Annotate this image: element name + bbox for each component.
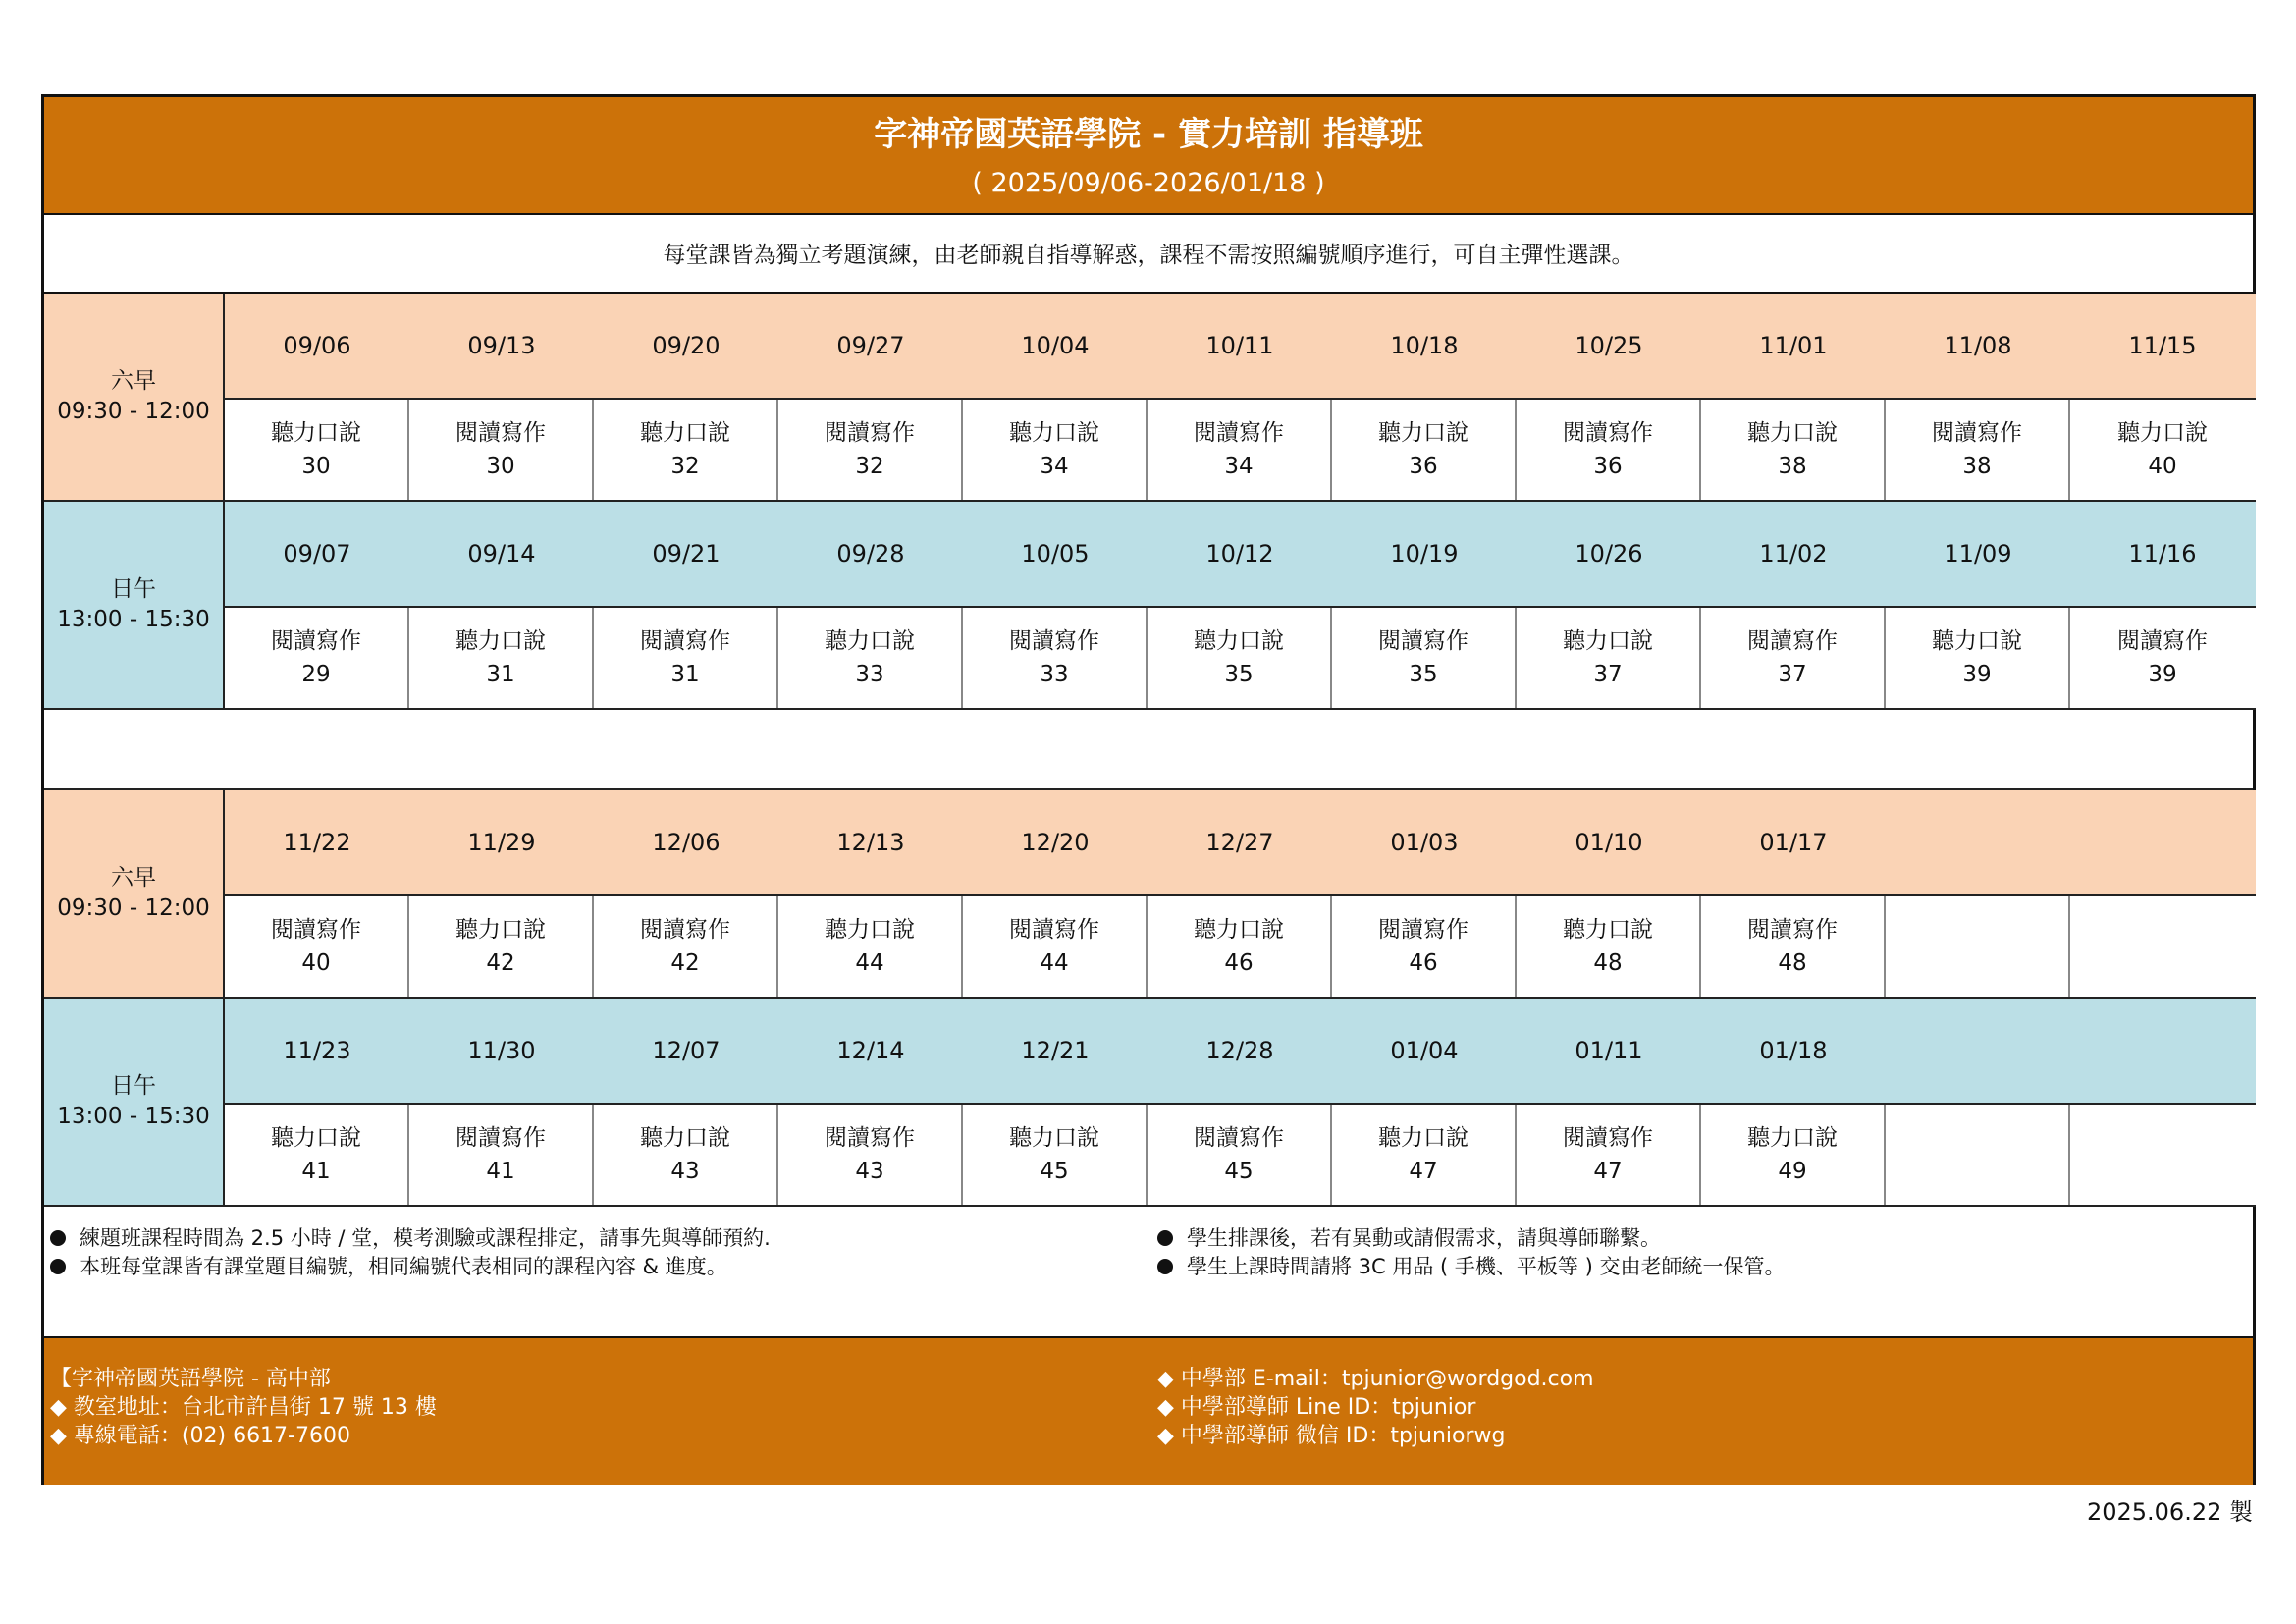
date-row — [225, 502, 2256, 606]
date-cell: 11/29 — [467, 829, 536, 856]
date-cell: 10/25 — [1575, 332, 1643, 359]
course-type: 聽力口說 — [271, 1125, 361, 1151]
course-type: 聽力口說 — [455, 917, 546, 943]
course-cell — [963, 1105, 1148, 1205]
lesson-number: 45 — [1040, 1159, 1069, 1184]
course-type: 聽力口說 — [1747, 1125, 1838, 1151]
course-type: 聽力口說 — [1194, 917, 1284, 943]
course-cell — [963, 608, 1148, 708]
lesson-number: 43 — [670, 1159, 700, 1184]
course-cell — [1701, 896, 1886, 997]
date-cell: 10/12 — [1205, 540, 1274, 568]
date-cell: 11/16 — [2128, 540, 2197, 568]
course-type: 閱讀寫作 — [1194, 420, 1284, 446]
date-cell: 11/02 — [1759, 540, 1828, 568]
course-type: 閱讀寫作 — [640, 628, 730, 654]
sunday-row — [44, 999, 2256, 1207]
lesson-number: 43 — [855, 1159, 884, 1184]
course-cell — [2070, 1105, 2255, 1205]
course-row — [225, 398, 2256, 500]
course-type: 聽力口說 — [2117, 420, 2208, 446]
bullet-icon — [50, 1230, 66, 1246]
lesson-number: 39 — [2148, 662, 2177, 687]
date-cell: 09/27 — [836, 332, 905, 359]
date-cell: 11/08 — [1944, 332, 2012, 359]
lesson-number: 33 — [855, 662, 884, 687]
lesson-number: 47 — [1409, 1159, 1438, 1184]
course-type: 閱讀寫作 — [1563, 1125, 1653, 1151]
note-item: 學生上課時間請將 3C 用品 ( 手機、平板等 ) 交由老師統一保管。 — [1157, 1251, 1785, 1280]
course-cell — [1886, 400, 2070, 500]
date-cell: 09/13 — [467, 332, 536, 359]
course-cell — [2070, 608, 2255, 708]
course-cell — [1517, 896, 1701, 997]
lesson-number: 49 — [1778, 1159, 1807, 1184]
course-type: 閱讀寫作 — [455, 1125, 546, 1151]
course-type: 閱讀寫作 — [2117, 628, 2208, 654]
date-cell: 11/22 — [283, 829, 351, 856]
date-cell: 10/26 — [1575, 540, 1643, 568]
course-cell — [963, 896, 1148, 997]
date-cell: 11/09 — [1944, 540, 2012, 568]
course-cell — [594, 1105, 778, 1205]
course-type: 閱讀寫作 — [1378, 917, 1468, 943]
course-cell — [1148, 400, 1332, 500]
course-row — [225, 894, 2256, 997]
time-range: 09:30 - 12:00 — [57, 399, 210, 424]
lesson-number: 30 — [301, 454, 331, 479]
course-cell — [1886, 608, 2070, 708]
course-cell — [1886, 896, 2070, 997]
course-cell — [1148, 608, 1332, 708]
lesson-number: 40 — [301, 950, 331, 976]
date-cell: 01/03 — [1390, 829, 1459, 856]
course-cell — [409, 608, 594, 708]
lesson-number: 45 — [1224, 1159, 1254, 1184]
course-type: 聽力口說 — [1009, 420, 1099, 446]
lesson-number: 36 — [1409, 454, 1438, 479]
lesson-number: 32 — [670, 454, 700, 479]
line-id: ◆ 中學部導師 Line ID：tpjunior — [1157, 1395, 1476, 1420]
lesson-number: 44 — [855, 950, 884, 976]
course-cell — [1886, 1105, 2070, 1205]
course-row — [225, 1103, 2256, 1205]
course-type: 閱讀寫作 — [825, 1125, 915, 1151]
course-type: 閱讀寫作 — [825, 420, 915, 446]
lesson-number: 37 — [1593, 662, 1623, 687]
course-cell — [1148, 1105, 1332, 1205]
course-type: 閱讀寫作 — [271, 628, 361, 654]
lesson-number: 42 — [670, 950, 700, 976]
date-cell: 10/05 — [1021, 540, 1090, 568]
date-cell: 11/15 — [2128, 332, 2197, 359]
date-cell: 11/30 — [467, 1037, 536, 1064]
course-cell — [778, 896, 963, 997]
course-type: 聽力口說 — [271, 420, 361, 446]
course-cell — [409, 400, 594, 500]
address: ◆ 教室地址：台北市許昌街 17 號 13 樓 — [50, 1395, 437, 1420]
lesson-number: 35 — [1224, 662, 1254, 687]
lesson-number: 41 — [301, 1159, 331, 1184]
course-cell — [1517, 1105, 1701, 1205]
bullet-icon — [1157, 1259, 1173, 1274]
course-cell — [778, 1105, 963, 1205]
course-cell — [778, 608, 963, 708]
course-type: 聽力口說 — [1378, 1125, 1468, 1151]
course-cell — [1517, 608, 1701, 708]
course-type: 閱讀寫作 — [640, 917, 730, 943]
note-item: 練題班課程時間為 2.5 小時 / 堂，模考測驗或課程排定，請事先與導師預約. — [50, 1222, 771, 1252]
course-type: 閱讀寫作 — [1747, 628, 1838, 654]
contact-footer — [44, 1336, 2253, 1485]
spacer-row — [44, 710, 2253, 790]
made-date: 2025.06.22 製 — [2086, 1498, 2253, 1526]
course-type: 閱讀寫作 — [1932, 420, 2022, 446]
header-banner — [44, 97, 2253, 215]
lesson-number: 39 — [1962, 662, 1992, 687]
note-item: 學生排課後，若有異動或請假需求，請與導師聯繫。 — [1157, 1222, 1661, 1252]
date-cell — [1886, 790, 2070, 894]
course-cell — [225, 896, 409, 997]
date-range: ( 2025/09/06-2026/01/18 ) — [972, 168, 1325, 198]
course-cell — [1332, 400, 1517, 500]
date-cell — [2070, 999, 2255, 1103]
lesson-number: 30 — [486, 454, 515, 479]
date-cell: 01/10 — [1575, 829, 1643, 856]
course-cell — [1701, 400, 1886, 500]
course-type: 聽力口說 — [640, 1125, 730, 1151]
date-cell: 10/19 — [1390, 540, 1459, 568]
notice-text: 每堂課皆為獨立考題演練，由老師親自指導解惑，課程不需按照編號順序進行，可自主彈性選課。 — [663, 243, 1634, 268]
day-label: 六早 — [111, 865, 156, 891]
date-cell: 12/13 — [836, 829, 905, 856]
date-cell: 01/17 — [1759, 829, 1828, 856]
date-cell: 09/20 — [652, 332, 721, 359]
course-type: 聽力口說 — [640, 420, 730, 446]
date-cell: 09/21 — [652, 540, 721, 568]
course-type: 聽力口說 — [825, 917, 915, 943]
course-type: 聽力口說 — [1563, 628, 1653, 654]
time-slot-label — [44, 999, 225, 1205]
course-cell — [594, 608, 778, 708]
course-cell — [2070, 896, 2255, 997]
course-cell — [594, 896, 778, 997]
course-cell — [225, 1105, 409, 1205]
course-type: 閱讀寫作 — [271, 917, 361, 943]
lesson-number: 38 — [1962, 454, 1992, 479]
date-cell: 10/18 — [1390, 332, 1459, 359]
date-cell: 09/07 — [283, 540, 351, 568]
day-label: 日午 — [111, 576, 156, 602]
course-cell — [2070, 400, 2255, 500]
lesson-number: 31 — [486, 662, 515, 687]
lesson-number: 46 — [1224, 950, 1254, 976]
bullet-icon — [1157, 1230, 1173, 1246]
school-name: 【字神帝國英語學院 - 高中部 — [50, 1367, 331, 1391]
date-cell: 09/14 — [467, 540, 536, 568]
day-label: 六早 — [111, 368, 156, 394]
lesson-number: 29 — [301, 662, 331, 687]
lesson-number: 37 — [1778, 662, 1807, 687]
lesson-number: 48 — [1593, 950, 1623, 976]
date-cell: 09/06 — [283, 332, 351, 359]
date-cell: 11/23 — [283, 1037, 351, 1064]
course-type: 閱讀寫作 — [455, 420, 546, 446]
date-cell: 12/28 — [1205, 1037, 1274, 1064]
lesson-number: 48 — [1778, 950, 1807, 976]
date-row — [225, 790, 2256, 894]
time-range: 13:00 - 15:30 — [57, 1104, 210, 1129]
course-type: 閱讀寫作 — [1194, 1125, 1284, 1151]
lesson-number: 40 — [2148, 454, 2177, 479]
schedule-sheet — [41, 94, 2256, 1485]
course-cell — [1701, 1105, 1886, 1205]
lesson-number: 46 — [1409, 950, 1438, 976]
time-slot-label — [44, 502, 225, 708]
date-row — [225, 999, 2256, 1103]
course-cell — [963, 400, 1148, 500]
time-slot-label — [44, 294, 225, 500]
course-cell — [1701, 608, 1886, 708]
date-cell: 12/21 — [1021, 1037, 1090, 1064]
sunday-row — [44, 502, 2256, 710]
course-type: 聽力口說 — [455, 628, 546, 654]
phone: ◆ 專線電話：(02) 6617-7600 — [50, 1424, 350, 1448]
course-cell — [225, 400, 409, 500]
course-row — [225, 606, 2256, 708]
date-cell — [2070, 790, 2255, 894]
course-type: 閱讀寫作 — [1009, 917, 1099, 943]
lesson-number: 36 — [1593, 454, 1623, 479]
course-cell — [1332, 1105, 1517, 1205]
lesson-number: 33 — [1040, 662, 1069, 687]
lesson-number: 42 — [486, 950, 515, 976]
day-label: 日午 — [111, 1073, 156, 1099]
course-type: 聽力口說 — [825, 628, 915, 654]
date-cell: 11/01 — [1759, 332, 1828, 359]
course-cell — [225, 608, 409, 708]
date-cell: 09/28 — [836, 540, 905, 568]
bullet-icon — [50, 1259, 66, 1274]
lesson-number: 34 — [1224, 454, 1254, 479]
time-slot-label — [44, 790, 225, 997]
course-type: 閱讀寫作 — [1009, 628, 1099, 654]
course-type: 聽力口說 — [1747, 420, 1838, 446]
date-cell: 12/14 — [836, 1037, 905, 1064]
course-type: 閱讀寫作 — [1378, 628, 1468, 654]
course-cell — [1332, 608, 1517, 708]
date-cell: 12/20 — [1021, 829, 1090, 856]
date-cell: 12/07 — [652, 1037, 721, 1064]
lesson-number: 34 — [1040, 454, 1069, 479]
course-cell — [594, 400, 778, 500]
course-cell — [409, 1105, 594, 1205]
date-cell: 01/04 — [1390, 1037, 1459, 1064]
date-cell: 01/18 — [1759, 1037, 1828, 1064]
date-cell: 01/11 — [1575, 1037, 1643, 1064]
date-cell — [1886, 999, 2070, 1103]
lesson-number: 44 — [1040, 950, 1069, 976]
course-cell — [1517, 400, 1701, 500]
course-cell — [409, 896, 594, 997]
course-type: 聽力口說 — [1194, 628, 1284, 654]
date-cell: 10/04 — [1021, 332, 1090, 359]
course-cell — [778, 400, 963, 500]
lesson-number: 31 — [670, 662, 700, 687]
notice-row — [44, 215, 2253, 294]
date-cell: 12/27 — [1205, 829, 1274, 856]
course-type: 聽力口說 — [1932, 628, 2022, 654]
saturday-row — [44, 294, 2256, 502]
course-type: 聽力口說 — [1563, 917, 1653, 943]
notes-section — [44, 1203, 2253, 1338]
course-cell — [1332, 896, 1517, 997]
email: ◆ 中學部 E-mail：tpjunior@wordgod.com — [1157, 1367, 1594, 1391]
page-title: 字神帝國英語學院 - 實力培訓 指導班 — [874, 115, 1423, 154]
lesson-number: 38 — [1778, 454, 1807, 479]
schedule-table — [44, 294, 2253, 1187]
note-item: 本班每堂課皆有課堂題目編號，相同編號代表相同的課程內容 & 進度。 — [50, 1251, 727, 1280]
date-cell: 10/11 — [1205, 332, 1274, 359]
lesson-number: 47 — [1593, 1159, 1623, 1184]
saturday-row — [44, 790, 2256, 999]
course-type: 聽力口說 — [1009, 1125, 1099, 1151]
course-type: 閱讀寫作 — [1563, 420, 1653, 446]
course-type: 聽力口說 — [1378, 420, 1468, 446]
wechat-id: ◆ 中學部導師 微信 ID：tpjuniorwg — [1157, 1424, 1506, 1448]
course-cell — [1148, 896, 1332, 997]
lesson-number: 35 — [1409, 662, 1438, 687]
time-range: 13:00 - 15:30 — [57, 607, 210, 632]
lesson-number: 41 — [486, 1159, 515, 1184]
lesson-number: 32 — [855, 454, 884, 479]
date-cell: 12/06 — [652, 829, 721, 856]
course-type: 閱讀寫作 — [1747, 917, 1838, 943]
time-range: 09:30 - 12:00 — [57, 895, 210, 921]
date-row — [225, 294, 2256, 398]
